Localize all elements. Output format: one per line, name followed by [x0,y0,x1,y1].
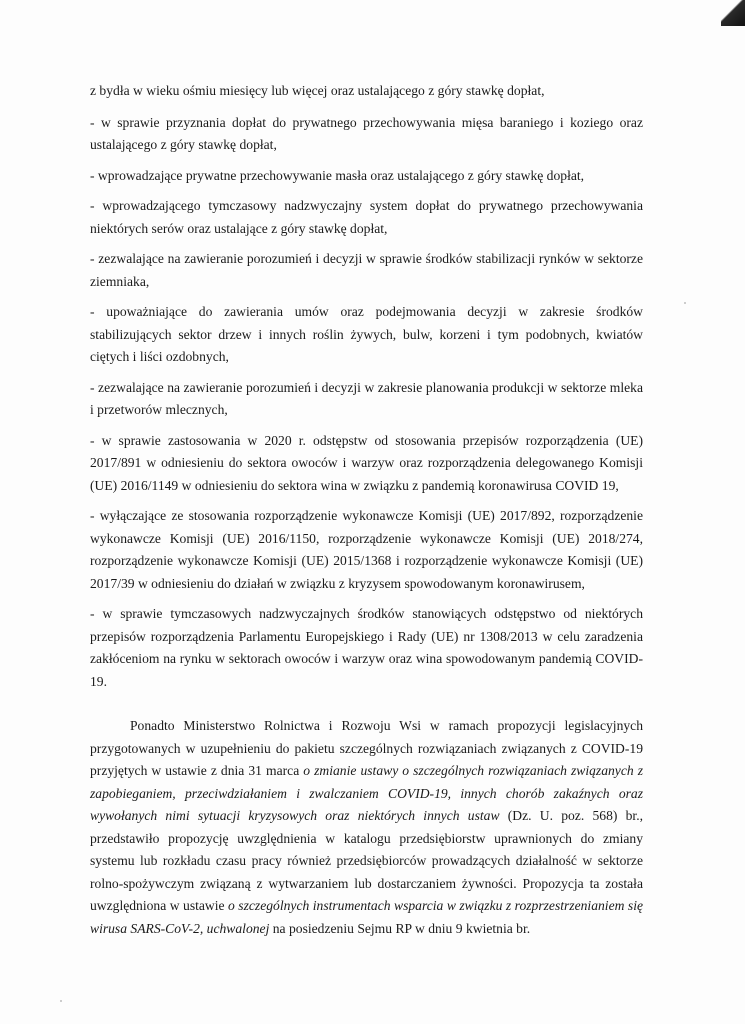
list-item: - wprowadzające prywatne przechowywanie masła oraz ustalającego z góry stawkę dopłat, [90,167,585,183]
scan-speck [684,302,686,304]
final-paragraph-text: Ponadto Ministerstwo Rolnictwa i Rozwoju Wsi w ramach propozycji legislacyjnych przygotowanych w uzupełnieniu do pakietu szczególnych rozwiązaniach związanych z COVID-19 przyjętych w ustawie z dnia 31 marca [90,718,643,778]
list-item: z bydła w wieku ośmiu miesięcy lub więcej oraz ustalającego z góry stawkę dopłat, [90,83,545,98]
list-item: - zezwalające na zawieranie porozumień i decyzji w sprawie środków stabilizacji rynków w sektorze ziemniaka, [90,251,643,289]
list-item: - w sprawie zastosowania w 2020 r. odstępstw od stosowania przepisów rozporządzenia (UE) 2017/891 w odniesieniu do sektora owoców i warzyw oraz rozporządzenia delegowanego Komisji (UE) 2016/1149 w odniesieniu do sektora wina w związku z pandemią koronawirusa COVID 19, [90,432,643,493]
list-item: - w sprawie tymczasowych nadzwyczajnych środków stanowiących odstępstwo od niektórych przepisów rozporządzenia Parlamentu Europejskiego i Rady (UE) nr 1308/2013 w celu zaradzenia zakłóceniom na rynku w sektorach owoców i warzyw oraz wina spowodowanym pandemią COVID-19. [90,606,643,689]
list-item: - upoważniające do zawierania umów oraz podejmowania decyzji w zakresie środków stabilizujących sektor drzew i innych roślin żywych, bulw, korzeni i tym podobnych, kwiatów ciętych i liści ozdobnych, [90,304,643,364]
list-item: - w sprawie przyznania dopłat do prywatnego przechowywania mięsa baraniego i koziego oraz ustalającego z góry stawkę dopłat, [90,114,643,152]
list-item: - zezwalające na zawieranie porozumień i decyzji w zakresie planowania produkcji w sektorze mleka i przetworów mlecznych, [90,379,643,417]
scan-speck [60,1000,62,1002]
document-body [90,80,643,954]
final-paragraph-text: (Dz. U. poz. 568) br., przedstawiło propozycję uwzględnienia w katalogu przedsiębiorstw uprawnionych do zmiany systemu lub rozkładu czasu pracy również przedsiębiorców prowadzących działalność w sektorze rolno-spożywczym związaną z wytwarzaniem lub dostarczaniem żywności. Propozycja ta została uwzględniona w ustawie [90,808,644,913]
list-item: - wyłączające ze stosowania rozporządzenie wykonawcze Komisji (UE) 2017/892, rozporządzenie wykonawcze Komisji (UE) 2016/1150, rozporządzenie wykonawcze Komisji (UE) 2018/274, rozporządzenie wykonawcze Komisji (UE) 2015/1368 i rozporządzenie wykonawcze Komisji (UE) 2017/39 w odniesieniu do działań w związku z kryzysem spowodowanym koronawirusem, [90,508,643,591]
scan-corner-shadow [721,0,745,26]
act-title-italic: o szczególnych instrumentach wsparcia w związku z rozprzestrzenianiem się wirusa SARS-CoV-2, uchwalonej [90,898,643,936]
final-paragraph-text: na posiedzeniu Sejmu RP w dniu 9 kwietnia br. [269,920,531,936]
act-title-italic: o zmianie ustawy o szczególnych rozwiązaniach związanych z zapobieganiem, przeciwdziałaniem i zwalczaniem COVID-19, innych chorób zakaźnych oraz wywołanych nimi sytuacji kryzysowych oraz niektórych innych ustaw [90,763,643,823]
list-item: - wprowadzającego tymczasowy nadzwyczajny system dopłat do prywatnego przechowywania niektórych serów oraz ustalające z góry stawkę dopłat, [90,198,643,236]
final-paragraph [90,715,643,940]
